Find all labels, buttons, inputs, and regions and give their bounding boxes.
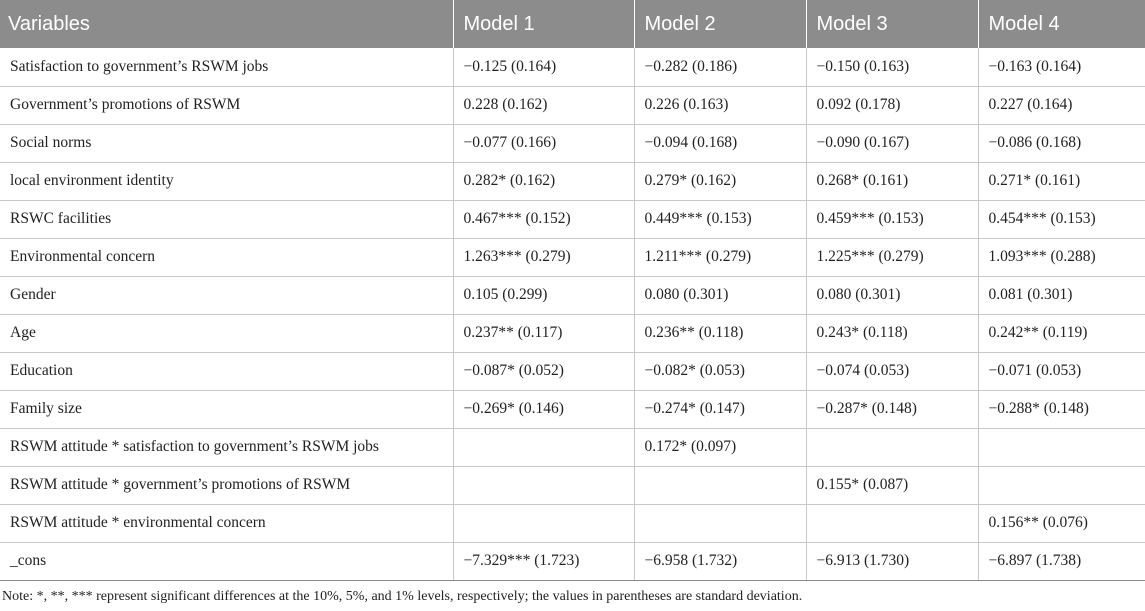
model-1-value-cell: 0.282* (0.162): [453, 162, 634, 200]
header-model-3: Model 3: [806, 0, 978, 48]
model-1-value-cell: 1.263*** (0.279): [453, 238, 634, 276]
model-2-value-cell: 0.080 (0.301): [634, 276, 806, 314]
model-4-value-cell: −6.897 (1.738): [978, 542, 1145, 580]
table-row: [0, 390, 1145, 428]
table-note: Note: *, **, *** represent significant differences at the 10%, 5%, and 1% levels, respectively; the values in parentheses are standard deviation.: [2, 588, 803, 604]
model-2-value-cell: 0.449*** (0.153): [634, 200, 806, 238]
model-3-value-cell: 0.080 (0.301): [806, 276, 978, 314]
model-2-value-cell: −0.274* (0.147): [634, 390, 806, 428]
table-row: [0, 466, 1145, 504]
model-4-value-cell: 0.271* (0.161): [978, 162, 1145, 200]
model-3-value-cell: 0.155* (0.087): [806, 466, 978, 504]
model-3-value-cell: −0.090 (0.167): [806, 124, 978, 162]
model-2-value-cell: [634, 466, 806, 504]
variable-name-cell: Government’s promotions of RSWM: [0, 86, 453, 124]
table-row: [0, 276, 1145, 314]
model-2-value-cell: −0.082* (0.053): [634, 352, 806, 390]
model-3-value-cell: 0.268* (0.161): [806, 162, 978, 200]
table-row: [0, 352, 1145, 390]
model-1-value-cell: 0.105 (0.299): [453, 276, 634, 314]
variable-name-cell: RSWM attitude * government’s promotions of RSWM: [0, 466, 453, 504]
model-3-value-cell: 0.092 (0.178): [806, 86, 978, 124]
model-1-value-cell: −0.125 (0.164): [453, 48, 634, 86]
model-2-value-cell: −0.282 (0.186): [634, 48, 806, 86]
model-1-value-cell: 0.228 (0.162): [453, 86, 634, 124]
variable-name-cell: _cons: [0, 542, 453, 580]
model-2-value-cell: 1.211*** (0.279): [634, 238, 806, 276]
model-1-value-cell: [453, 504, 634, 542]
model-2-value-cell: [634, 504, 806, 542]
model-4-value-cell: 0.242** (0.119): [978, 314, 1145, 352]
model-3-value-cell: −6.913 (1.730): [806, 542, 978, 580]
model-4-value-cell: [978, 428, 1145, 466]
model-1-value-cell: 0.237** (0.117): [453, 314, 634, 352]
variable-name-cell: Gender: [0, 276, 453, 314]
variable-name-cell: RSWM attitude * satisfaction to government’s RSWM jobs: [0, 428, 453, 466]
header-model-4: Model 4: [978, 0, 1145, 48]
model-2-value-cell: −6.958 (1.732): [634, 542, 806, 580]
model-1-value-cell: −0.087* (0.052): [453, 352, 634, 390]
variable-name-cell: Social norms: [0, 124, 453, 162]
model-3-value-cell: 0.459*** (0.153): [806, 200, 978, 238]
table-header: [0, 0, 1145, 48]
model-3-value-cell: −0.287* (0.148): [806, 390, 978, 428]
variable-name-cell: Age: [0, 314, 453, 352]
table-row: [0, 504, 1145, 542]
model-4-value-cell: −0.163 (0.164): [978, 48, 1145, 86]
model-4-value-cell: −0.288* (0.148): [978, 390, 1145, 428]
model-3-value-cell: [806, 428, 978, 466]
variable-name-cell: Family size: [0, 390, 453, 428]
table-row: [0, 314, 1145, 352]
header-model-1: Model 1: [453, 0, 634, 48]
model-1-value-cell: 0.467*** (0.152): [453, 200, 634, 238]
model-1-value-cell: −7.329*** (1.723): [453, 542, 634, 580]
model-4-value-cell: −0.086 (0.168): [978, 124, 1145, 162]
model-4-value-cell: 0.156** (0.076): [978, 504, 1145, 542]
variable-name-cell: Satisfaction to government’s RSWM jobs: [0, 48, 453, 86]
model-1-value-cell: −0.077 (0.166): [453, 124, 634, 162]
table-row: [0, 124, 1145, 162]
table-row: [0, 86, 1145, 124]
variable-name-cell: RSWM attitude * environmental concern: [0, 504, 453, 542]
model-4-value-cell: 1.093*** (0.288): [978, 238, 1145, 276]
model-3-value-cell: 0.243* (0.118): [806, 314, 978, 352]
variable-name-cell: local environment identity: [0, 162, 453, 200]
model-3-value-cell: 1.225*** (0.279): [806, 238, 978, 276]
table-row: [0, 542, 1145, 580]
model-4-value-cell: 0.081 (0.301): [978, 276, 1145, 314]
model-4-value-cell: 0.227 (0.164): [978, 86, 1145, 124]
table-row: [0, 48, 1145, 86]
header-variables: Variables: [8, 12, 90, 35]
table-row: [0, 428, 1145, 466]
model-1-value-cell: [453, 428, 634, 466]
model-2-value-cell: −0.094 (0.168): [634, 124, 806, 162]
variable-name-cell: Environmental concern: [0, 238, 453, 276]
model-4-value-cell: [978, 466, 1145, 504]
header-model-2: Model 2: [634, 0, 806, 48]
table-row: [0, 162, 1145, 200]
model-2-value-cell: 0.172* (0.097): [634, 428, 806, 466]
model-4-value-cell: −0.071 (0.053): [978, 352, 1145, 390]
header-row: [0, 0, 1145, 48]
variable-name-cell: RSWC facilities: [0, 200, 453, 238]
table-row: [0, 238, 1145, 276]
model-3-value-cell: −0.074 (0.053): [806, 352, 978, 390]
model-2-value-cell: 0.236** (0.118): [634, 314, 806, 352]
model-4-value-cell: 0.454*** (0.153): [978, 200, 1145, 238]
model-2-value-cell: 0.279* (0.162): [634, 162, 806, 200]
model-3-value-cell: −0.150 (0.163): [806, 48, 978, 86]
table-row: [0, 200, 1145, 238]
model-1-value-cell: −0.269* (0.146): [453, 390, 634, 428]
model-2-value-cell: 0.226 (0.163): [634, 86, 806, 124]
variable-name-cell: Education: [0, 352, 453, 390]
model-1-value-cell: [453, 466, 634, 504]
model-3-value-cell: [806, 504, 978, 542]
table-body: [0, 48, 1145, 580]
